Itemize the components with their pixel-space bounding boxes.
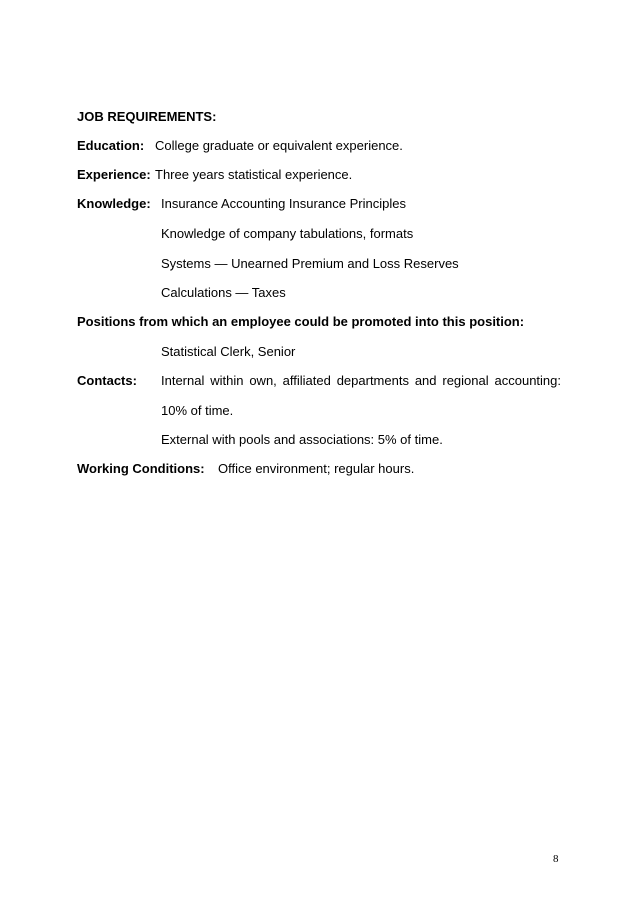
experience-label: Experience: <box>77 167 151 182</box>
knowledge-item: Knowledge of company tabulations, formats <box>161 226 414 241</box>
contacts-external: External with pools and associations: 5% of time. <box>161 432 443 447</box>
education-value: College graduate or equivalent experience. <box>155 138 403 153</box>
knowledge-item: Insurance Accounting Insurance Principles <box>161 196 406 211</box>
experience-value: Three years statistical experience. <box>155 167 353 182</box>
knowledge-item: Calculations — Taxes <box>161 285 286 300</box>
promotion-item: Statistical Clerk, Senior <box>161 344 296 359</box>
contacts-internal-line: Internal within own, affiliated departments and regional accounting: <box>161 373 561 388</box>
education-label: Education: <box>77 138 145 153</box>
knowledge-item: Systems — Unearned Premium and Loss Reserves <box>161 256 459 271</box>
working-conditions-label: Working Conditions: <box>77 461 205 476</box>
promotion-label: Positions from which an employee could be promoted into this position: <box>77 314 525 329</box>
working-conditions-value: Office environment; regular hours. <box>218 461 415 476</box>
section-heading: JOB REQUIREMENTS: <box>77 109 217 124</box>
contacts-label: Contacts: <box>77 373 137 388</box>
knowledge-label: Knowledge: <box>77 196 151 211</box>
page-number: 8 <box>553 853 559 865</box>
contacts-internal-time: 10% of time. <box>161 403 234 418</box>
